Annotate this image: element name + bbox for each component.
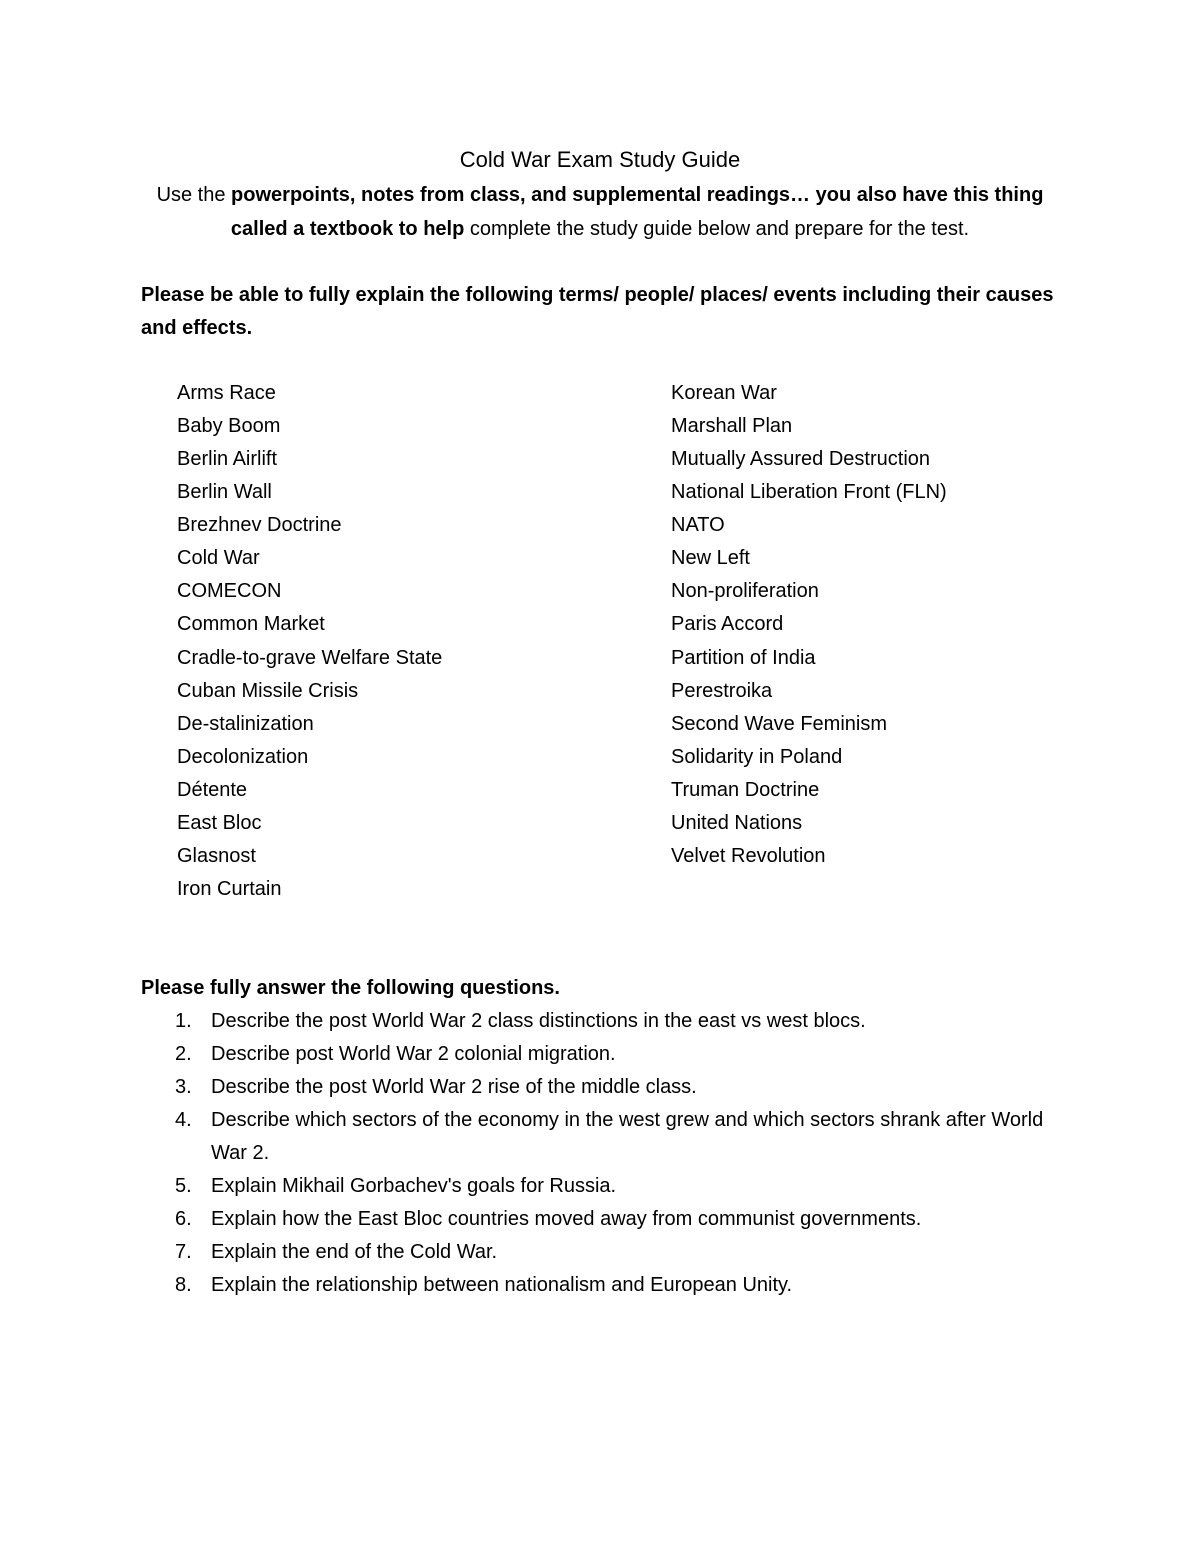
question-item xyxy=(141,1038,1071,1071)
term-item: Détente xyxy=(177,778,248,801)
term-item: Common Market xyxy=(177,613,325,636)
questions-list xyxy=(141,1005,1071,1302)
term-item: East Bloc xyxy=(177,811,262,834)
term-item: Partition of India xyxy=(671,646,816,669)
question-text: Describe the post World War 2 rise of the middle class. xyxy=(211,1076,697,1098)
term-item: Iron Curtain xyxy=(177,877,282,900)
term-item: Velvet Revolution xyxy=(671,844,826,867)
term-item: Glasnost xyxy=(177,844,256,867)
terms-list-right xyxy=(671,377,947,873)
question-number: 3. xyxy=(175,1076,192,1098)
term-item: Brezhnev Doctrine xyxy=(177,514,342,537)
term-item: New Left xyxy=(671,547,750,570)
term-item: COMECON xyxy=(177,580,282,603)
term-item: Cold War xyxy=(177,547,260,570)
terms-instruction: Please be able to fully explain the following terms/ people/ places/ events including their causes and effects. xyxy=(141,284,1054,339)
term-item: NATO xyxy=(671,514,725,537)
question-number: 1. xyxy=(175,1010,192,1032)
question-number: 7. xyxy=(175,1241,192,1263)
question-item xyxy=(141,1071,1071,1104)
question-number: 2. xyxy=(175,1043,192,1065)
question-item xyxy=(141,1170,1071,1203)
question-number: 8. xyxy=(175,1274,192,1296)
term-item: Arms Race xyxy=(177,382,276,404)
question-text: Describe which sectors of the economy in the west grew and which sectors shrank after World War 2. xyxy=(211,1109,1044,1164)
term-item: Perestroika xyxy=(671,679,773,702)
intro-text-bold: powerpoints, notes from class, and supplemental readings… you also have this thing called a textbook to help xyxy=(230,184,1044,240)
term-item: Mutually Assured Destruction xyxy=(671,448,931,471)
term-item: Paris Accord xyxy=(671,613,784,636)
term-item: Second Wave Feminism xyxy=(671,712,887,735)
intro-text-start: Use the xyxy=(156,184,232,206)
term-item: Korean War xyxy=(671,382,777,404)
questions-heading: Please fully answer the following questions. xyxy=(141,977,560,999)
question-text: Explain the relationship between nationalism and European Unity. xyxy=(211,1274,793,1296)
question-item xyxy=(141,1104,1071,1170)
question-item xyxy=(141,1236,1071,1269)
term-item: Non-proliferation xyxy=(671,580,819,603)
question-text: Explain how the East Bloc countries moved away from communist governments. xyxy=(211,1208,922,1230)
term-item: Cuban Missile Crisis xyxy=(177,679,359,702)
term-item: Cradle-to-grave Welfare State xyxy=(177,646,443,669)
question-text: Explain the end of the Cold War. xyxy=(211,1241,498,1263)
term-item: Truman Doctrine xyxy=(671,778,820,801)
question-item xyxy=(141,1005,1071,1038)
page-title: Cold War Exam Study Guide xyxy=(459,147,741,172)
term-item: National Liberation Front (FLN) xyxy=(671,481,947,504)
term-item: Decolonization xyxy=(177,745,309,768)
term-item: Berlin Wall xyxy=(177,481,272,504)
question-number: 5. xyxy=(175,1175,192,1197)
question-text: Describe post World War 2 colonial migration. xyxy=(211,1043,616,1065)
term-item: United Nations xyxy=(671,811,803,834)
terms-list-left xyxy=(177,377,442,906)
question-number: 4. xyxy=(175,1109,192,1131)
question-text: Describe the post World War 2 class distinctions in the east vs west blocs. xyxy=(211,1010,866,1032)
term-item: De-stalinization xyxy=(177,712,314,735)
question-number: 6. xyxy=(175,1208,192,1230)
intro-paragraph xyxy=(130,178,1070,246)
intro-text-end: complete the study guide below and prepare for the test. xyxy=(464,218,970,240)
term-item: Solidarity in Poland xyxy=(671,745,843,768)
term-item: Berlin Airlift xyxy=(177,448,278,471)
question-text: Explain Mikhail Gorbachev's goals for Russia. xyxy=(211,1175,617,1197)
question-item xyxy=(141,1203,1071,1236)
term-item: Marshall Plan xyxy=(671,415,793,438)
term-item: Baby Boom xyxy=(177,415,281,438)
question-item xyxy=(141,1269,1071,1302)
